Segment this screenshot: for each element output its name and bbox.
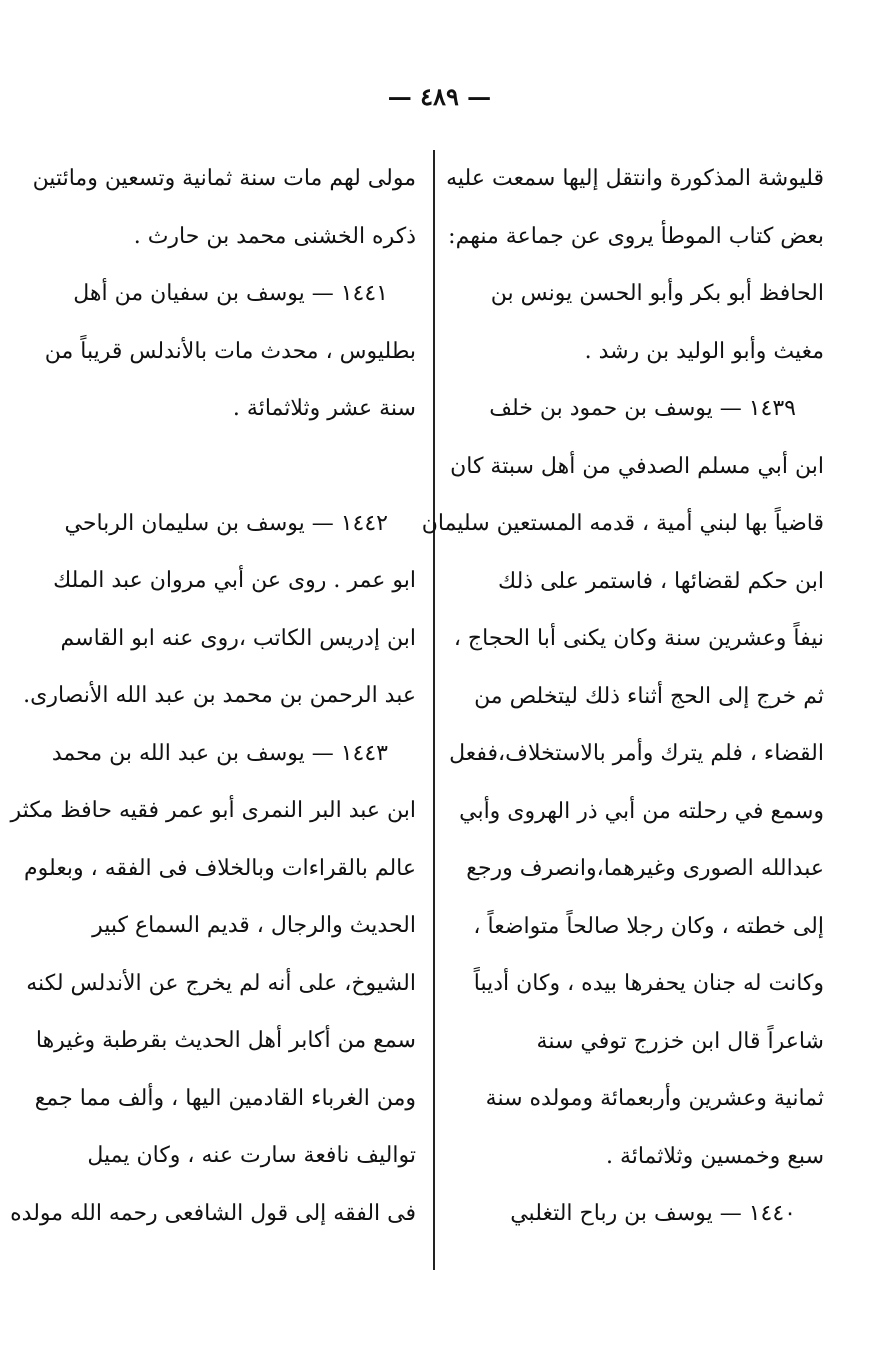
text-line: ثم خرج إلى الحج أثناء ذلك ليتخلص من bbox=[474, 683, 824, 709]
text-line: عبد الرحمن بن محمد بن عبد الله الأنصارى. bbox=[23, 683, 416, 708]
text-line: القضاء ، فلم يترك وأمر بالاستخلاف،ففعل bbox=[449, 741, 824, 766]
entry-heading-1442: ١٤٤٢ — يوسف بن سليمان الرباحي bbox=[64, 510, 388, 536]
text-line: مغيث وأبو الوليد بن رشد . bbox=[584, 338, 824, 364]
text-line: ابن حكم لقضائها ، فاستمر على ذلك bbox=[498, 568, 824, 594]
text-line: سنة عشر وثلاثمائة . bbox=[232, 396, 416, 421]
right-column bbox=[421, 150, 824, 1243]
entry-heading-1443: ١٤٤٣ — يوسف بن عبد الله بن محمد bbox=[51, 740, 388, 766]
text-line: إلى خطته ، وكان رجلا صالحاً متواضعاً ، bbox=[473, 913, 824, 939]
column-divider bbox=[433, 150, 435, 1270]
text-line: ابن إدريس الكاتب ،روى عنه ابو القاسم bbox=[60, 625, 416, 651]
text-line: نيفاً وعشرين سنة وكان يكنى أبا الحجاج ، bbox=[453, 626, 824, 651]
entry-heading-1440: ١٤٤٠ — يوسف بن رباح التغلبي bbox=[510, 1201, 796, 1226]
left-column bbox=[10, 150, 416, 1242]
text-line: ومن الغرباء القادمين اليها ، وألف مما جمع bbox=[34, 1085, 416, 1111]
text-line: ابن عبد البر النمرى أبو عمر فقيه حافظ مكثر bbox=[10, 798, 416, 823]
text-line: سبع وخمسين وثلاثمائة . bbox=[605, 1143, 824, 1169]
text-line: الحديث والرجال ، قديم السماع كبير bbox=[92, 913, 416, 938]
text-line: وسمع في رحلته من أبي ذر الهروى وأبي bbox=[459, 798, 824, 824]
entry-heading-1439: ١٤٣٩ — يوسف بن حمود بن خلف bbox=[489, 396, 796, 421]
text-line: عبدالله الصورى وغيرهما،وانصرف ورجع bbox=[466, 856, 824, 881]
entry-heading-1441: ١٤٤١ — يوسف بن سفيان من أهل bbox=[73, 281, 388, 306]
text-line: ابو عمر . روى عن أبي مروان عبد الملك bbox=[53, 568, 416, 593]
text-line: بعض كتاب الموطأ يروى عن جماعة منهم: bbox=[448, 223, 824, 249]
text-line: فى الفقه إلى قول الشافعى رحمه الله مولده bbox=[10, 1200, 416, 1226]
text-line: تواليف نافعة سارت عنه ، وكان يميل bbox=[87, 1143, 416, 1168]
text-line: ثمانية وعشرين وأربعمائة ومولده سنة bbox=[485, 1086, 824, 1111]
text-line: ابن أبي مسلم الصدفي من أهل سبتة كان bbox=[450, 453, 824, 479]
text-line: قاضياً بها لبني أمية ، قدمه المستعين سليمان bbox=[421, 511, 824, 536]
text-line: بطليوس ، محدث مات بالأندلس قريباً من bbox=[44, 338, 416, 364]
text-line: الحافظ أبو بكر وأبو الحسن يونس بن bbox=[490, 281, 824, 306]
page-number: — ٤٨٩ — bbox=[387, 82, 492, 111]
text-line: مولى لهم مات سنة ثمانية وتسعين ومائتين bbox=[32, 166, 416, 191]
spacer bbox=[60, 438, 416, 495]
text-line: الشيوخ، على أنه لم يخرج عن الأندلس لكنه bbox=[26, 970, 416, 996]
text-line: شاعراً قال ابن خزرج توفي سنة bbox=[536, 1028, 824, 1054]
text-line: قليوشة المذكورة وانتقل إليها سمعت عليه bbox=[446, 166, 824, 191]
text-line: ذكره الخشنى محمد بن حارث . bbox=[133, 223, 416, 249]
text-line: وكانت له جنان يحفرها بيده ، وكان أديباً bbox=[473, 971, 824, 996]
text-line: عالم بالقراءات وبالخلاف فى الفقه ، وبعلوم bbox=[24, 855, 416, 881]
text-line: سمع من أكابر أهل الحديث بقرطبة وغيرها bbox=[35, 1028, 416, 1053]
